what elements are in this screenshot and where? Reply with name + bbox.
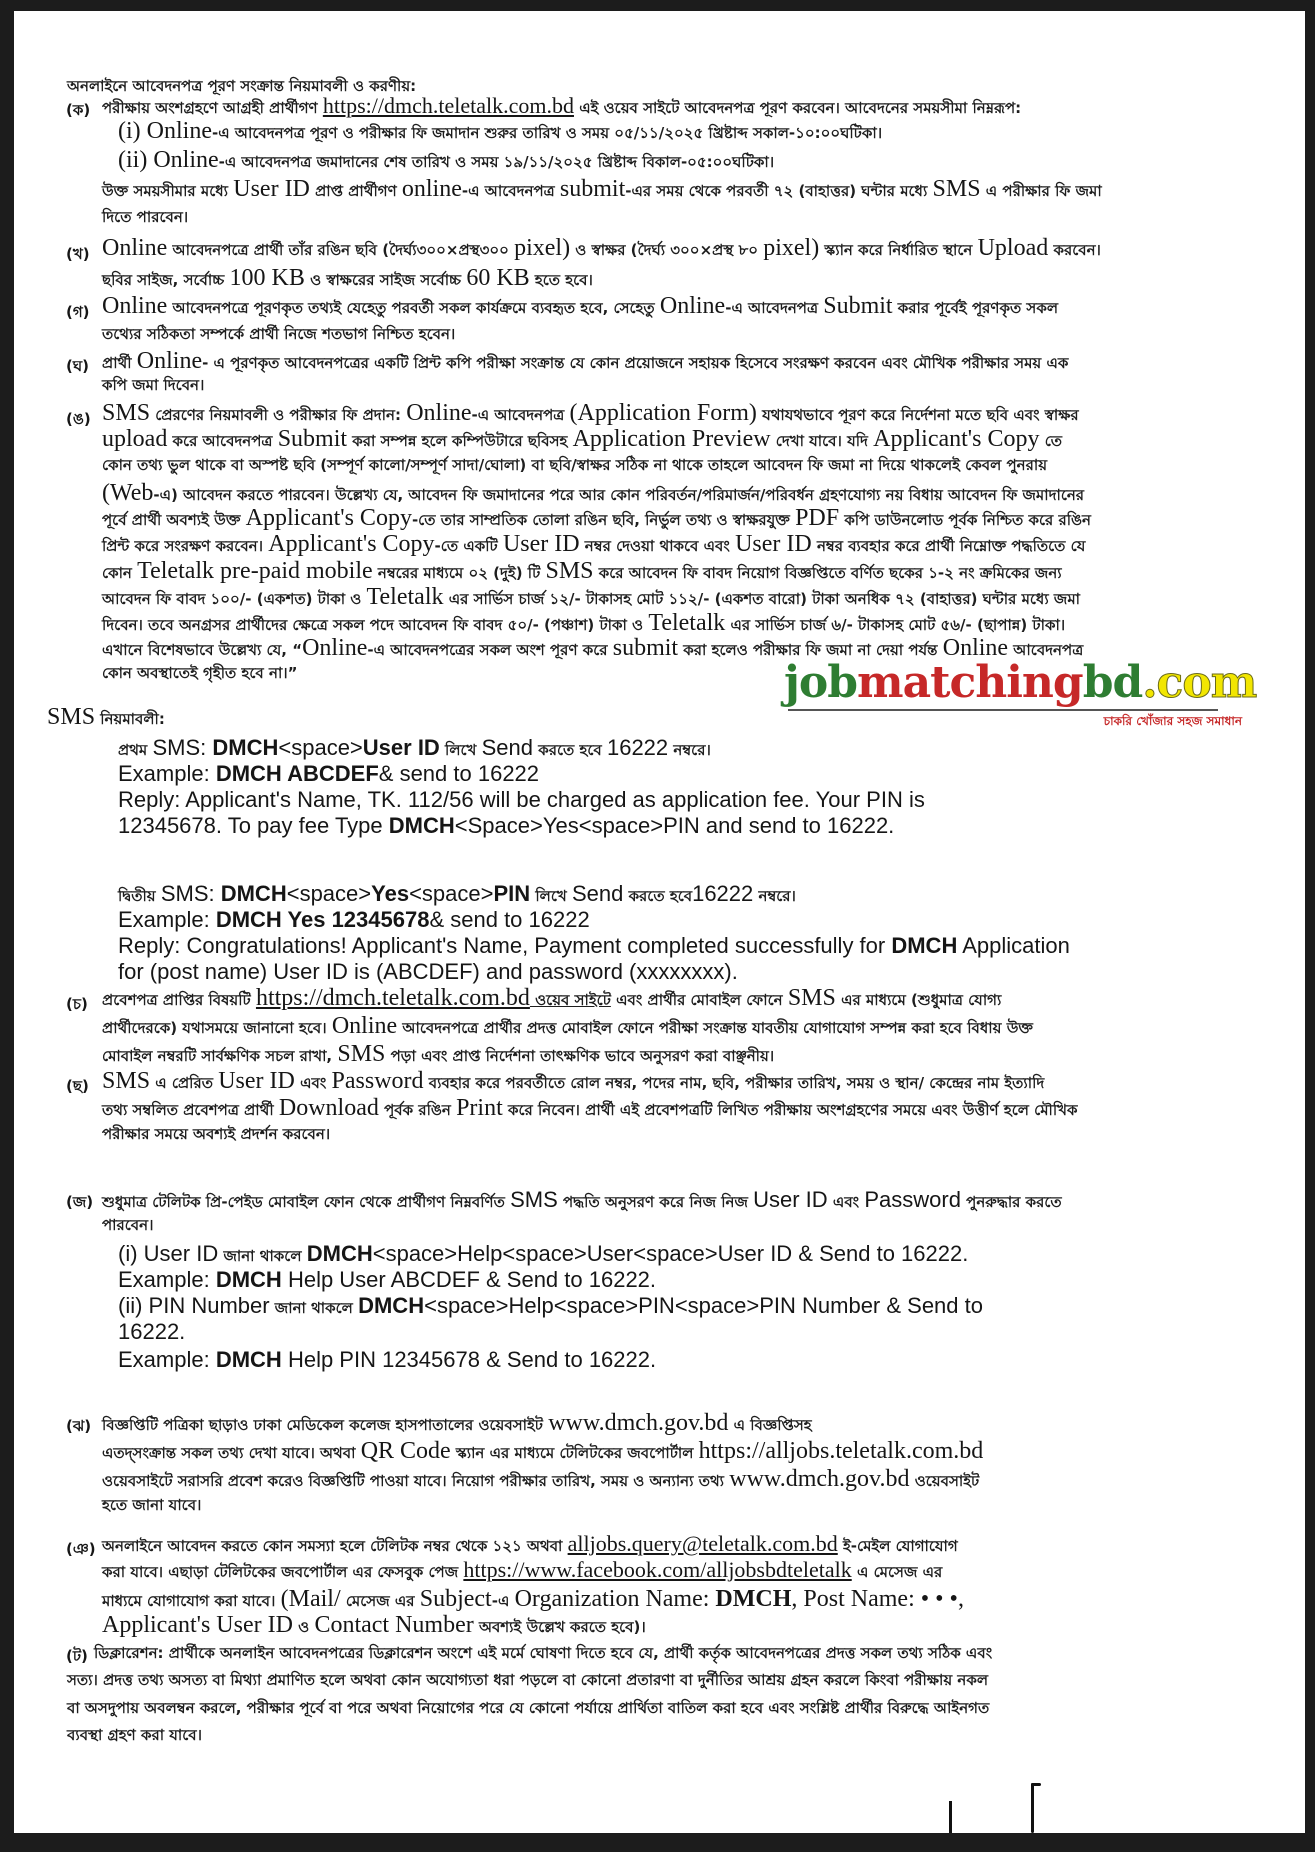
text-segment: SMS	[47, 704, 96, 730]
text-segment: ওয়েবসাইট	[909, 1472, 980, 1490]
text-segment: Online	[102, 235, 168, 261]
link-text[interactable]: https://www.facebook.com/alljobsbdteletalk	[463, 1557, 852, 1582]
section-line	[102, 1559, 942, 1581]
text-segment: অনলাইনে আবেদন করতে কোন সমস্যা হলে টেলিটক নম্বর থেকে ১২১ অথবা	[102, 1537, 568, 1555]
text-segment: নম্বরের মাধ্যমে ০২ (দুই) টি	[372, 564, 546, 582]
section-line	[118, 1349, 656, 1371]
text-segment: আবেদনপত্রে প্রার্থীর প্রদত্ত মোবাইল ফোনে পরীক্ষা সংক্রান্ত যাবতীয় যোগাযোগ সম্পন্ন করা হবে বিধায় উক্ত	[397, 1019, 1033, 1037]
text-segment: SMS	[510, 1187, 558, 1212]
text-segment: -এ আবেদনপত্র	[725, 299, 824, 317]
section-line	[118, 1269, 656, 1291]
text-segment: User ID	[502, 531, 580, 557]
text-segment: 100 KB	[229, 265, 305, 291]
text-segment: আবেদনপত্র	[1008, 641, 1084, 659]
text-segment: Applicant's Copy	[268, 531, 435, 557]
section-line	[102, 1042, 774, 1066]
text-segment: www.dmch.gov.bd	[548, 1410, 729, 1436]
section-line	[102, 1497, 201, 1513]
section-line	[102, 1014, 1033, 1038]
text-segment: DMCH	[306, 1241, 373, 1266]
section-line	[102, 665, 298, 681]
sms-line	[118, 789, 925, 811]
text-segment: প্রার্থী	[102, 354, 137, 372]
text-segment: DMCH ABCDEF	[215, 761, 379, 786]
text-segment: matching	[857, 657, 1083, 708]
text-segment: DMCH	[215, 1267, 282, 1292]
text-segment: SMS	[545, 558, 594, 584]
text-segment: (Mail/	[280, 1586, 341, 1612]
text-segment: -এ) আবেদন করতে পারবেন। উল্লেখ্য যে, আবেদন ফি জমাদানের পরে আর কোন পরিবর্তন/পরিমার্জন/পরিবর্ধন গ্রহণযোগ্য নয় বিধায় আবেদন ফি জমাদানের	[153, 486, 1085, 504]
text-segment: User ID	[218, 1068, 295, 1094]
section-line	[102, 294, 1058, 318]
section-marker: (ক)	[66, 101, 91, 119]
text-segment: প্রিন্ট করে সংরক্ষণ করবেন।	[102, 537, 269, 555]
text-segment: Teletalk	[648, 610, 726, 636]
text-segment: -এ আবেদনপত্র পূরণ ও পরীক্ষার ফি জমাদান শুরুর তারিখ ও সময় ০৫/১১/২০২৫ খ্রিষ্টাব্দ সকাল-১০:০০ঘটিকা।	[211, 124, 883, 142]
text-segment: প্রবেশপত্র প্রাপ্তির বিষয়টি	[102, 991, 256, 1009]
text-segment: Help PIN 12345678 & Send to 16222.	[281, 1347, 657, 1372]
logo-tagline: চাকরি খোঁজার সহজ সমাধান	[1103, 714, 1242, 728]
section-line	[118, 1243, 968, 1265]
link-text[interactable]: ওয়েব সাইটে	[529, 991, 611, 1009]
text-segment: .com	[1142, 657, 1257, 708]
text-segment: DMCH	[212, 735, 279, 760]
text-segment: online	[401, 176, 462, 202]
text-segment: আবেদনপত্রে পূরণকৃত তথ্যই যেহেতু পরবর্তী সকল কার্যক্রমে ব্যবহৃত হবে, সেহেতু	[167, 299, 660, 317]
text-segment: PDF	[795, 505, 840, 531]
text-segment: (ii) Online	[118, 147, 219, 173]
text-segment: Send	[481, 735, 534, 760]
section-line	[102, 611, 1065, 635]
section-line	[102, 236, 1101, 260]
section-line	[102, 1069, 1044, 1093]
text-segment: <space>	[286, 881, 372, 906]
text-segment: অনলাইনে আবেদনপত্র পূরণ সংক্রান্ত নিয়মাবলী ও করণীয়:	[67, 77, 417, 95]
section-line	[102, 506, 1091, 530]
text-segment: অবশ্যই উল্লেখ করতে হবে)।	[473, 1618, 646, 1636]
section-line	[102, 1096, 1077, 1120]
text-segment: (ii) PIN Number	[118, 1293, 270, 1318]
text-segment: পড়া এবং প্রাপ্ত নির্দেশনা তাৎক্ষণিক ভাবে অনুসরণ করা বাঞ্ছনীয়।	[385, 1047, 775, 1065]
text-segment: প্রথম	[118, 741, 153, 759]
text-segment: Help User ABCDEF & Send to 16222.	[281, 1267, 657, 1292]
text-segment: SMS	[337, 1041, 386, 1067]
text-segment: DMCH	[891, 933, 958, 958]
section-line	[118, 119, 882, 143]
text-segment: মোবাইল নম্বরটি সার্বক্ষণিক সচল রাখা,	[102, 1047, 338, 1065]
section-marker: (ঝ)	[66, 1417, 92, 1435]
sms-line	[118, 961, 738, 983]
section-line	[102, 1613, 646, 1637]
text-segment: ব্যবহার করে পরবর্তীতে রোল নম্বর, পদের নাম, ছবি, পরীক্ষার তারিখ, সময় ও স্থান/ কেন্দ্রের নাম ইত্যাদি	[423, 1074, 1045, 1092]
section-line	[102, 585, 1080, 609]
section-marker: (ছ)	[66, 1077, 89, 1095]
text-segment: ওয়েবসাইটে সরাসরি প্রবেশ করেও বিজ্ঞপ্তিটি পাওয়া যাবে। নিয়োগ পরীক্ষার তারিখ, সময় ও অন্যান্য তথ্য	[102, 1472, 730, 1490]
text-segment: এর সার্ভিস চার্জ ৬/- টাকাসহ মোট ৫৬/- (ছাপান্ন) টাকা।	[725, 616, 1066, 634]
text-segment: এবং	[294, 1074, 332, 1092]
text-segment: (Application Form)	[569, 400, 757, 426]
text-segment: (i) User ID	[118, 1241, 219, 1266]
text-segment: শুধুমাত্র টেলিটক প্রি-পেইড মোবাইল ফোন থেকে প্রার্থীগণ নিম্নবর্ণিত	[102, 1193, 511, 1211]
text-segment: তথ্যের সঠিকতা সম্পর্কে প্রার্থী নিজে শতভাগ নিশ্চিত হবেন।	[102, 325, 456, 343]
jobmatchingbd-logo	[784, 657, 1257, 751]
section-line	[102, 1126, 330, 1142]
sms-line	[118, 763, 539, 785]
text-segment: পদ্ধতি অনুসরণ করে নিজ নিজ	[557, 1193, 754, 1211]
section-line	[67, 1700, 989, 1716]
text-segment: কোন তথ্য ভুল থাকে বা অস্পষ্ট ছবি (সম্পূর্ণ কালো/সম্পূর্ণ সাদা/ঘোলা) বা ছবি/স্বাক্ষর সঠিক না থাকে তাহলে আবেদন ফি জমা না দিয়ে থাকলেই কেবল পুনরায়	[102, 456, 1048, 474]
text-segment: Contact Number	[314, 1612, 474, 1638]
section-line	[102, 1439, 983, 1463]
text-segment: Teletalk pre-paid mobile	[137, 558, 373, 584]
text-segment: উক্ত সময়সীমার মধ্যে	[102, 182, 234, 200]
text-segment: ও স্বাক্ষর (দৈর্ঘ্য ৩০০×প্রস্থ ৮০	[570, 241, 764, 259]
section-marker: (গ)	[66, 303, 90, 321]
text-segment: DMCH	[358, 1293, 425, 1318]
text-segment: -এর সময় থেকে পরবর্তী ৭২ (বাহাত্তর) ঘন্টার মধ্যে	[625, 182, 933, 200]
section-marker: (চ)	[66, 995, 88, 1013]
text-segment: দেখা যাবে। যদি	[770, 432, 874, 450]
text-segment: submit	[612, 635, 679, 661]
text-segment: 16222	[606, 735, 669, 760]
text-segment: Organization Name:	[514, 1586, 716, 1612]
text-segment: SMS	[102, 1068, 151, 1094]
text-segment: দিতে পারবেন।	[102, 208, 189, 226]
text-segment: bd	[1082, 657, 1143, 708]
text-segment: বা অসদুপায় অবলম্বন করলে, পরীক্ষার পূর্বে বা পরে অথবা নিয়োগের পরে যে কোনো পর্যায়ে প্রার্থিতা বাতিল করা হবে এবং সংশ্লিষ্ট প্রার্থীর বিরুদ্ধে আইনগত	[67, 1699, 990, 1717]
text-segment: Online	[942, 635, 1009, 661]
text-segment: 60 KB	[466, 265, 530, 291]
section-line	[102, 1533, 958, 1555]
text-segment: Example:	[118, 761, 216, 786]
text-segment: Reply: Congratulations! Applicant's Name, Payment completed successfully for	[118, 933, 892, 958]
section-line	[102, 177, 1102, 201]
section-line	[102, 986, 1001, 1010]
text-segment: করা হলেও পরীক্ষার ফি জমা না দেয়া পর্যন্ত	[678, 641, 943, 659]
text-segment: করতে হবে	[533, 741, 607, 759]
text-segment: Online	[331, 1013, 398, 1039]
text-segment: DMCH	[220, 881, 287, 906]
section-line	[94, 1645, 992, 1661]
sms-line	[118, 883, 796, 905]
text-segment: Password	[864, 1187, 961, 1212]
text-segment: করা যাবে। এছাড়া টেলিটকের জবপোর্টাল এর ফেসবুক পেজ	[102, 1563, 464, 1581]
text-segment: নম্বরে।	[753, 887, 796, 905]
text-segment: SMS	[787, 985, 836, 1011]
text-segment: সত্য। প্রদত্ত তথ্য অসত্য বা মিথ্যা প্রমাণিত হলে অথবা কোন অযোগ্যতা ধরা পড়লে বা কোনো প্রতারণা বা দুর্নীতির আশ্রয় গ্রহন করলে কিংবা পরীক্ষায় নকল	[67, 1671, 989, 1689]
sms-line	[118, 909, 590, 931]
text-segment: 12345678. To pay fee Type	[118, 813, 389, 838]
section-line	[102, 559, 1062, 583]
text-segment: জানা থাকলে	[269, 1299, 359, 1317]
text-segment: User ID	[753, 1187, 828, 1212]
section-line	[102, 481, 1084, 505]
link-text[interactable]: https://dmch.teletalk.com.bd	[255, 985, 530, 1011]
text-segment: Applicant's Copy	[245, 505, 412, 531]
section-marker: (ট)	[66, 1647, 88, 1665]
text-segment: Application Preview	[572, 426, 771, 452]
text-segment: Application	[957, 933, 1070, 958]
text-segment: QR Code	[360, 1438, 451, 1464]
text-segment: User ID	[362, 735, 440, 760]
text-segment: User ID	[233, 176, 310, 202]
text-segment: এর সার্ভিস চার্জ ১২/- টাকাসহ মোট ১১২/- (একশত বারো) টাকা অনধিক ৭২ (বাহাত্তর) ঘন্টার মধ্যে জমা	[443, 590, 1081, 608]
section-line	[102, 1217, 153, 1233]
text-segment: Download	[278, 1095, 379, 1121]
text-segment: upload	[102, 426, 168, 452]
section-line	[102, 427, 1062, 451]
text-segment: Send	[571, 881, 624, 906]
section-line	[102, 401, 1079, 425]
text-segment: Example:	[118, 907, 216, 932]
text-segment: করবেন।	[1048, 241, 1101, 259]
text-segment: job	[784, 657, 858, 708]
text-segment: https://alljobs.teletalk.com.bd	[698, 1438, 984, 1464]
text-segment: এই ওয়েব সাইটে আবেদনপত্র পূরণ করবেন। আবেদনের সময়সীমা নিম্নরূপ:	[573, 99, 1022, 117]
text-segment: Teletalk	[366, 584, 444, 610]
text-segment: -এ আবেদনপত্র	[461, 182, 560, 200]
text-segment: করতে হবে	[623, 887, 693, 905]
text-segment: Online	[136, 348, 203, 374]
text-segment: করার পূর্বেই পূরণকৃত সকল	[892, 299, 1059, 317]
text-segment: (i) Online	[118, 118, 212, 144]
text-segment: ও	[292, 1618, 315, 1636]
text-segment: -এ আবেদনপত্রের সকল অংশ পূরণ করে	[367, 641, 613, 659]
section-line	[102, 326, 455, 342]
text-segment: Yes	[371, 881, 410, 906]
text-segment: SMS	[932, 176, 981, 202]
text-segment: এর মাধ্যমে (শুধুমাত্র যোগ্য	[835, 991, 1002, 1009]
text-segment: -এ আবেদনপত্র	[471, 406, 570, 424]
text-segment: Submit	[823, 293, 893, 319]
text-segment: SMS	[102, 400, 151, 426]
sms-line	[118, 815, 894, 837]
text-segment: লিখে	[439, 741, 482, 759]
text-segment: -এ আবেদনপত্র জমাদানের শেষ তারিখ ও সময় ১৯/১১/২০২৫ খ্রিষ্টাব্দ বিকাল-০৫:০০ঘটিকা।	[218, 153, 775, 171]
text-segment: এবং প্রার্থীর মোবাইল ফোনে	[610, 991, 788, 1009]
instructions-heading	[67, 78, 416, 94]
text-segment: প্রার্থীদেরকে) যথাসময়ে জানানো হবে।	[102, 1019, 332, 1037]
section-line	[67, 1672, 988, 1688]
text-segment: পুনরুদ্ধার করতে	[960, 1193, 1062, 1211]
text-segment: Password	[331, 1068, 424, 1094]
text-segment: DMCH	[715, 1586, 792, 1612]
text-segment: কোন	[102, 564, 138, 582]
section-line	[102, 1467, 979, 1491]
text-segment: মাধ্যমে যোগাযোগ করা যাবে।	[102, 1592, 281, 1610]
text-segment: DMCH	[215, 1347, 282, 1372]
section-line	[102, 1189, 1062, 1211]
text-segment: <space>Help<space>User<space>User ID & Send to 16222.	[372, 1241, 969, 1266]
text-segment: Submit	[277, 426, 348, 452]
text-segment: Subject	[419, 1586, 492, 1612]
section-marker: (খ)	[66, 245, 90, 263]
text-segment: এখানে বিশেষভাবে উল্লেখ্য যে, “	[102, 641, 303, 659]
text-segment: এ প্রেরিত	[150, 1074, 219, 1092]
section-line	[67, 1727, 202, 1743]
text-segment: SMS:	[152, 735, 213, 760]
text-segment: স্ক্যান এর মাধ্যমে টেলিটকের জবপোর্টাল	[450, 1444, 699, 1462]
text-segment: ছবির সাইজ, সর্বোচ্চ	[102, 271, 230, 289]
text-segment: <Space>Yes<space>PIN and send to 16222.	[454, 813, 895, 838]
text-segment: নম্বরে।	[668, 741, 711, 759]
link-text[interactable]: https://dmch.teletalk.com.bd	[322, 93, 574, 118]
text-segment: Online	[659, 293, 726, 319]
text-segment: <space>Help<space>PIN<space>PIN Number & Send to	[424, 1293, 983, 1318]
text-segment: SMS:	[160, 881, 221, 906]
text-segment: লিখে	[530, 887, 572, 905]
text-segment: নম্বর ব্যবহার করে প্রার্থী নিম্নোক্ত পদ্ধতিতে যে	[811, 537, 1086, 555]
section-marker: (ঙ)	[66, 410, 91, 428]
text-segment: Online	[406, 400, 472, 426]
text-segment: ও স্বাক্ষরের সাইজ সর্বোচ্চ	[304, 271, 467, 289]
text-segment: ডিক্লারেশন: প্রার্থীকে অনলাইন আবেদনপত্রের ডিক্লারেশন অংশে এই মর্মে ঘোষণা দিতে হবে যে, প্রার্থী কর্তৃক আবেদনপত্রের প্রদত্ত সকল তথ্য সঠিক এবং	[94, 1644, 993, 1662]
text-segment: পরীক্ষার সময়ে অবশ্যই প্রদর্শন করবেন।	[102, 1125, 331, 1143]
text-segment: pixel)	[514, 235, 571, 261]
logo-wordmark	[784, 657, 1257, 708]
sms-line	[118, 737, 711, 759]
text-segment: submit	[559, 176, 626, 202]
text-segment: এ বিজ্ঞপ্তিসহ	[728, 1416, 812, 1434]
text-segment: Reply: Applicant's Name, TK. 112/56 will be charged as application fee. Your PIN is	[118, 787, 925, 812]
text-segment: -এ	[491, 1592, 515, 1610]
sms-rules-title	[47, 705, 165, 729]
text-segment: মেসেজ এর	[340, 1592, 420, 1610]
text-segment: করা সম্পন্ন হলে কম্পিউটারে ছবিসহ	[347, 432, 573, 450]
logo-underline	[788, 709, 1218, 711]
text-segment: তে	[1039, 432, 1063, 450]
section-line	[102, 266, 593, 290]
text-segment: কোন অবস্থাতেই গৃহীত হবে না।”	[102, 664, 298, 682]
text-segment: for (post name) User ID is (ABCDEF) and password (xxxxxxxx).	[118, 959, 738, 984]
text-segment: করে আবেদনপত্র	[167, 432, 278, 450]
text-segment: জানা থাকলে	[218, 1247, 307, 1265]
text-segment: & send to 16222	[378, 761, 540, 786]
text-segment: 16222.	[118, 1319, 186, 1344]
text-segment: পূর্বক রঙিন	[378, 1101, 457, 1119]
text-segment: Online	[102, 293, 168, 319]
text-segment: প্রাপ্ত প্রার্থীগণ	[309, 182, 402, 200]
text-segment: - এ পূরণকৃত আবেদনপত্রের একটি প্রিন্ট কপি পরীক্ষা সংক্রান্ত যে কোন প্রয়োজনে সহায়ক হিসেবে সংরক্ষণ করবেন এবং মৌখিক পরীক্ষার সময় এক	[202, 354, 1069, 372]
text-segment: Online	[302, 635, 368, 661]
text-segment: নম্বর দেওয়া থাকবে এবং	[579, 537, 736, 555]
text-segment: বিজ্ঞপ্তিটি পত্রিকা ছাড়াও ঢাকা মেডিকেল কলেজ হাসপাতালের ওয়েবসাইট	[102, 1416, 549, 1434]
text-segment: PIN	[493, 881, 531, 906]
text-segment: তথ্য সম্বলিত প্রবেশপত্র প্রার্থী	[102, 1101, 279, 1119]
text-segment: -তে তার সাম্প্রতিক তোলা রঙিন ছবি, নির্ভুল তথ্য ও স্বাক্ষরযুক্ত	[411, 511, 796, 529]
text-segment: DMCH Yes 12345678	[215, 907, 430, 932]
text-segment: প্রেরণের নিয়মাবলী ও পরীক্ষার ফি প্রদান:	[150, 406, 407, 424]
text-segment: হতে হবে।	[529, 271, 593, 289]
text-segment: দিবেন। তবে অনগ্রসর প্রার্থীদের ক্ষেত্রে সকল পদে আবেদন ফি বাবদ ৫০/- (পঞ্চাশ) টাকা ও	[102, 616, 649, 634]
section-line	[102, 377, 204, 393]
text-segment: এবং	[827, 1193, 865, 1211]
section-marker: (ঘ)	[66, 357, 89, 375]
text-segment: & send to 16222	[429, 907, 590, 932]
section-marker: (ঞ)	[66, 1540, 96, 1558]
text-segment: করে আবেদন ফি বাবদ নিয়োগ বিজ্ঞপ্তিতে বর্ণিত ছকের ১-২ নং ক্রমিকের জন্য	[593, 564, 1062, 582]
text-segment: , Post Name: • • •,	[791, 1586, 964, 1612]
text-segment: Applicant's Copy	[873, 426, 1040, 452]
text-segment: করে নিবেন। প্রার্থী এই প্রবেশপত্রটি লিখিত পরীক্ষায় অংশগ্রহণের সময়ে এবং উত্তীর্ণ হলে মৌখিক	[502, 1101, 1078, 1119]
section-line	[118, 1321, 185, 1343]
text-segment: পরীক্ষায় অংশগ্রহণে আগ্রহী প্রার্থীগণ	[102, 99, 323, 117]
text-segment: Example:	[118, 1347, 216, 1372]
text-segment: এ মেসেজ এর	[851, 1563, 943, 1581]
text-segment: স্ক্যান করে নির্ধারিত স্থানে	[819, 241, 978, 259]
text-segment: এতদ্সংক্রান্ত সকল তথ্য দেখা যাবে। অথবা	[102, 1444, 361, 1462]
text-segment: এ পরীক্ষার ফি জমা	[980, 182, 1102, 200]
text-segment: <space>	[278, 735, 363, 760]
section-line	[102, 532, 1085, 556]
text-segment: www.dmch.gov.bd	[729, 1466, 910, 1492]
text-segment: দ্বিতীয়	[118, 887, 161, 905]
section-line	[118, 148, 774, 172]
text-segment: পূর্বে প্রার্থী অবশ্যই উক্ত	[102, 511, 246, 529]
text-segment: কপি ডাউনলোড পূর্বক নিশ্চিত করে রঙিন	[839, 511, 1091, 529]
section-line	[102, 209, 188, 225]
section-marker: (জ)	[66, 1193, 94, 1211]
text-segment: ব্যবস্থা গ্রহণ করা যাবে।	[67, 1726, 203, 1744]
notice-page	[14, 11, 1305, 1833]
text-segment: ই-মেইল যোগাযোগ	[837, 1537, 958, 1555]
text-segment: DMCH	[388, 813, 455, 838]
section-line	[102, 95, 1021, 117]
text-segment: Upload	[977, 235, 1049, 261]
text-segment: Example:	[118, 1267, 216, 1292]
text-segment: আবেদনপত্রে প্রার্থী তাঁর রঙিন ছবি (দৈর্ঘ্য৩০০×প্রস্থ৩০০	[167, 241, 515, 259]
section-line	[118, 1295, 983, 1317]
text-segment: 16222	[692, 881, 754, 906]
section-line	[102, 349, 1068, 373]
section-line	[102, 1411, 812, 1435]
link-text[interactable]: alljobs.query@teletalk.com.bd	[567, 1531, 838, 1556]
text-segment: পারবেন।	[102, 1216, 154, 1234]
text-segment: User ID	[735, 531, 812, 557]
sms-line	[118, 935, 1070, 957]
text-segment: কপি জমা দিবেন।	[102, 376, 205, 394]
text-segment: pixel)	[763, 235, 820, 261]
section-line	[102, 457, 1047, 473]
text-segment: আবেদন ফি বাবদ ১০০/- (একশত) টাকা ও	[102, 590, 367, 608]
section-line	[102, 1587, 964, 1611]
text-segment: হতে জানা যাবে।	[102, 1496, 202, 1514]
text-segment: -তে একটি	[434, 537, 503, 555]
text-segment: যথাযথভাবে পূরণ করে নির্দেশনা মতে ছবি এবং স্বাক্ষর	[756, 406, 1079, 424]
text-segment: Applicant's User ID	[102, 1612, 293, 1638]
text-segment: (Web	[102, 480, 154, 506]
text-segment: <space>	[409, 881, 494, 906]
text-segment: Print	[456, 1095, 503, 1121]
text-segment: নিয়মাবলী:	[95, 710, 165, 728]
